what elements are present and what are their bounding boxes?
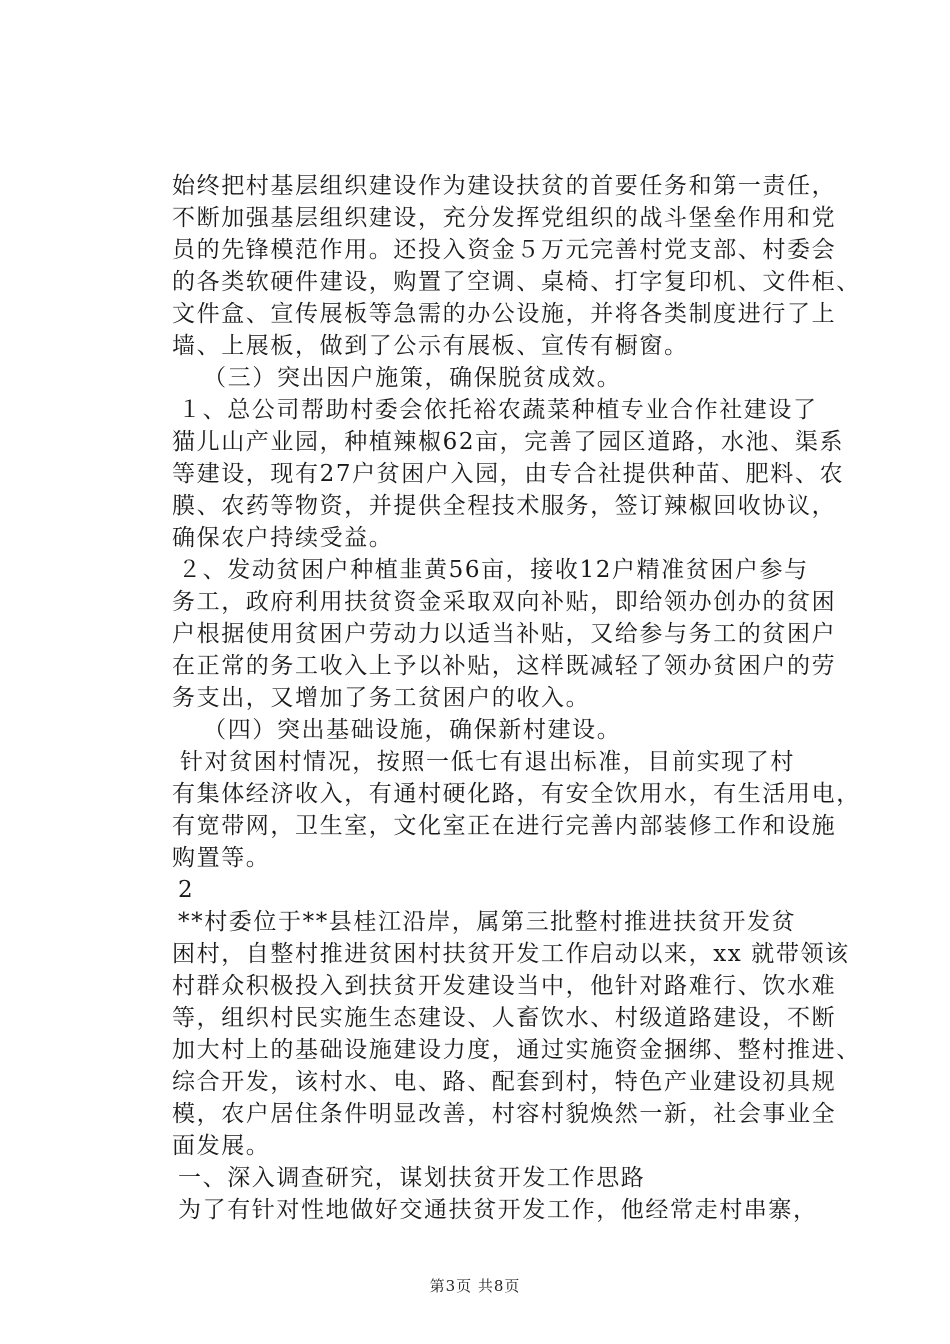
- text-line: 文件盒、宣传展板等急需的办公设施，并将各类制度进行了上: [172, 301, 837, 327]
- text-line: 在正常的务工收入上予以补贴，这样既减轻了领办贫困户的劳: [172, 653, 837, 679]
- text-line: 有集体经济收入，有通村硬化路，有安全饮用水，有生活用电，: [172, 781, 861, 807]
- section-heading: （四）突出基础设施，确保新村建设。: [190, 717, 622, 743]
- text-line: 为了有针对性地做好交通扶贫开发工作，他经常走村串寨，: [178, 1197, 818, 1223]
- page-number-marker: 2: [178, 877, 195, 903]
- page-footer: 第3页 共8页: [429, 1277, 521, 1295]
- section-heading: 一、深入调查研究，谋划扶贫开发工作思路: [178, 1165, 646, 1191]
- text-line: 综合开发，该村水、电、路、配套到村，特色产业建设初具规: [172, 1069, 837, 1095]
- text-line: 模，农户居住条件明显改善，村容村貌焕然一新，社会事业全: [172, 1101, 837, 1127]
- text-line: 针对贫困村情况，按照一低七有退出标准，目前实现了村: [180, 749, 795, 775]
- text-line: 等，组织村民实施生态建设、人畜饮水、村级道路建设，不断: [172, 1005, 837, 1031]
- text-line: 有宽带网，卫生室，文化室正在进行完善内部装修工作和设施: [172, 813, 837, 839]
- text-line: ２、发动贫困户种植韭黄56亩，接收12户精准贫困户参与: [178, 557, 809, 583]
- text-line: 面发展。: [172, 1133, 271, 1159]
- section-heading: （三）突出因户施策，确保脱贫成效。: [190, 365, 622, 391]
- text-line: 膜、农药等物资，并提供全程技术服务，签订辣椒回收协议，: [172, 493, 837, 519]
- text-line: 务支出，又增加了务工贫困户的收入。: [172, 685, 591, 711]
- text-line: 户根据使用贫困户劳动力以适当补贴，又给参与务工的贫困户: [172, 621, 837, 647]
- document-body: [172, 170, 862, 1226]
- text-line: 务工，政府利用扶贫资金采取双向补贴，即给领办创办的贫困: [172, 589, 837, 615]
- text-line: 员的先锋模范作用。还投入资金５万元完善村党支部、村委会: [172, 237, 837, 263]
- text-line: 不断加强基层组织建设，充分发挥党组织的战斗堡垒作用和党: [172, 205, 837, 231]
- text-line: 猫儿山产业园，种植辣椒62亩，完善了园区道路，水池、渠系: [172, 429, 845, 455]
- text-line: 等建设，现有27户贫困户入园，由专合社提供种苗、肥料、农: [172, 461, 845, 487]
- text-line: 困村，自整村推进贫困村扶贫开发工作启动以来，xx 就带领该: [172, 941, 850, 967]
- text-line: 的各类软硬件建设，购置了空调、桌椅、打字复印机、文件柜、: [172, 269, 861, 295]
- text-line: 加大村上的基础设施建设力度，通过实施资金捆绑、整村推进、: [172, 1037, 861, 1063]
- text-line: １、总公司帮助村委会依托裕农蔬菜种植专业合作社建设了: [178, 397, 818, 423]
- text-line: **村委位于**县桂江沿岸，属第三批整村推进扶贫开发贫: [178, 909, 797, 935]
- text-line: 墙、上展板，做到了公示有展板、宣传有橱窗。: [172, 333, 689, 359]
- text-line: 始终把村基层组织建设作为建设扶贫的首要任务和第一责任，: [172, 173, 837, 199]
- text-line: 确保农户持续受益。: [172, 525, 394, 551]
- text-line: 购置等。: [172, 845, 271, 871]
- text-line: 村群众积极投入到扶贫开发建设当中，他针对路难行、饮水难: [172, 973, 837, 999]
